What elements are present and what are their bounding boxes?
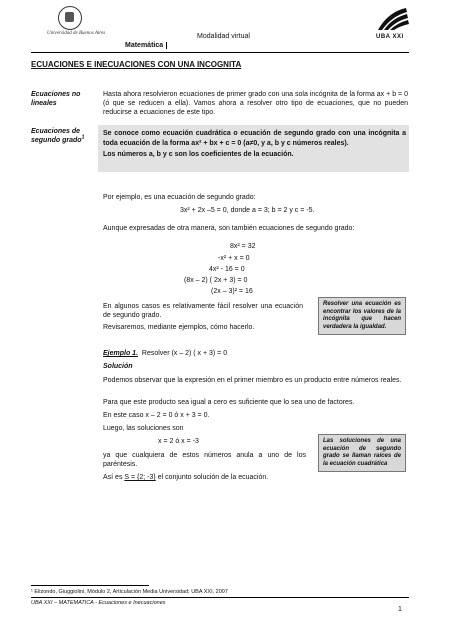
footnote-divider [31, 585, 149, 586]
equation-1: 8x² = 32 [230, 243, 256, 250]
equation-2: -x² + x = 0 [218, 255, 250, 262]
equation-5: (2x – 3)² = 16 [211, 288, 253, 295]
definition-line-2: Los números a, b y c son los coeficientes de la ecuación. [103, 151, 294, 158]
other-forms-intro: Aunque expresadas de otra manera, son también ecuaciones de segundo grado: [103, 225, 355, 232]
example1-label: Ejemplo 1. [103, 350, 139, 357]
solution-values: x = 2 ó x = -3 [158, 438, 199, 445]
uba-xxi-swoosh-icon [374, 6, 410, 32]
university-name: Universidad de Buenos Aires [47, 31, 106, 36]
uba-xxi-logo [374, 6, 414, 46]
university-logo [47, 6, 106, 40]
solution-set-suffix: el conjunto solución de la ecuación. [155, 474, 269, 481]
definition-text [103, 129, 406, 160]
footnote: ¹ Elizondo, Giuggiolini, Módulo 2, Articulación Media Universidad; UBA XXI, 2007 [31, 589, 228, 595]
footer-text: UBA XXI – MATEMATICA - Ecuaciones e Inecuaciones [31, 600, 166, 606]
section-label-nonlinear: Ecuaciones no lineales [31, 91, 81, 107]
example1-heading [103, 349, 227, 359]
methods-paragraph: En algunos casos es relativamente fácil resolver una ecuación de segundo grado. [103, 303, 303, 319]
definition-line-1: Se conoce como ecuación cuadrática o ecuación de segundo grado con una incógnita a toda ecuación de la forma ax² + bx + c = 0 (a≠0, y a, b y c números reales). [103, 130, 406, 147]
example-equation: 3x² + 2x –5 = 0, donde a = 3; b = 2 y c = -5. [180, 207, 315, 214]
solution-set-prefix: Así es [103, 474, 125, 481]
page-title: ECUACIONES E INECUACIONES CON UNA INCOGNITA [31, 60, 242, 69]
section-label-quadratic [31, 127, 89, 145]
solution-paragraph-6 [103, 473, 268, 483]
example-intro: Por ejemplo, es una ecuación de segundo grado: [103, 194, 256, 201]
sidenote-roots: Las soluciones de una ecuación de segundo grado se llaman raíces de la ecuación cuadrática [318, 434, 406, 472]
brand-label: UBA XXI [376, 34, 404, 40]
solution-set: S = {2; -3} [124, 474, 156, 481]
header-divider [31, 52, 409, 53]
sidenote-definition: Resolver una ecuación es encontrar los valores de la incógnita que hacen verdadera la igualdad. [318, 297, 406, 335]
example1-equation: Resolver (x – 2) ( x + 3) = 0 [141, 350, 228, 357]
university-seal-icon [58, 6, 82, 30]
solution-paragraph-4: Luego, las soluciones son [103, 425, 184, 432]
subject-label: Matemática [125, 42, 167, 49]
solution-paragraph-1: Podemos observar que la expresión en el primer miembro es un producto entre números reales. [103, 377, 402, 384]
page-number: 1 [398, 606, 402, 613]
solution-paragraph-5: ya que cualquiera de estos números anula a uno de los paréntesis. [103, 452, 306, 468]
nonlinear-paragraph: Hasta ahora resolvieron ecuaciones de primer grado con una sola incógnita de la forma ax + b = 0 (ó que se reducen a ella). Vamos ahora a resolver otro tipo de ecuaciones, que no pueden reducirse a ecuaciones de este tipo. [103, 91, 408, 116]
footnote-ref: 1 [81, 134, 85, 141]
equation-3: 4x² - 16 = 0 [209, 266, 245, 273]
review-paragraph: Revisaremos, mediante ejemplos, cómo hacerlo. [103, 324, 255, 331]
solution-label: Solución [103, 363, 133, 370]
solution-paragraph-3: En este caso x – 2 = 0 ó x + 3 = 0. [103, 412, 210, 419]
solution-paragraph-2: Para que este producto sea igual a cero es suficiente que lo sea uno de factores. [103, 399, 355, 406]
header-mode: Modalidad virtual [197, 33, 250, 40]
equation-4: (8x – 2) ( 2x + 3) = 0 [184, 277, 248, 284]
section-label-quadratic-text: Ecuaciones de segundo grado [31, 128, 82, 144]
footer-divider [31, 597, 409, 598]
